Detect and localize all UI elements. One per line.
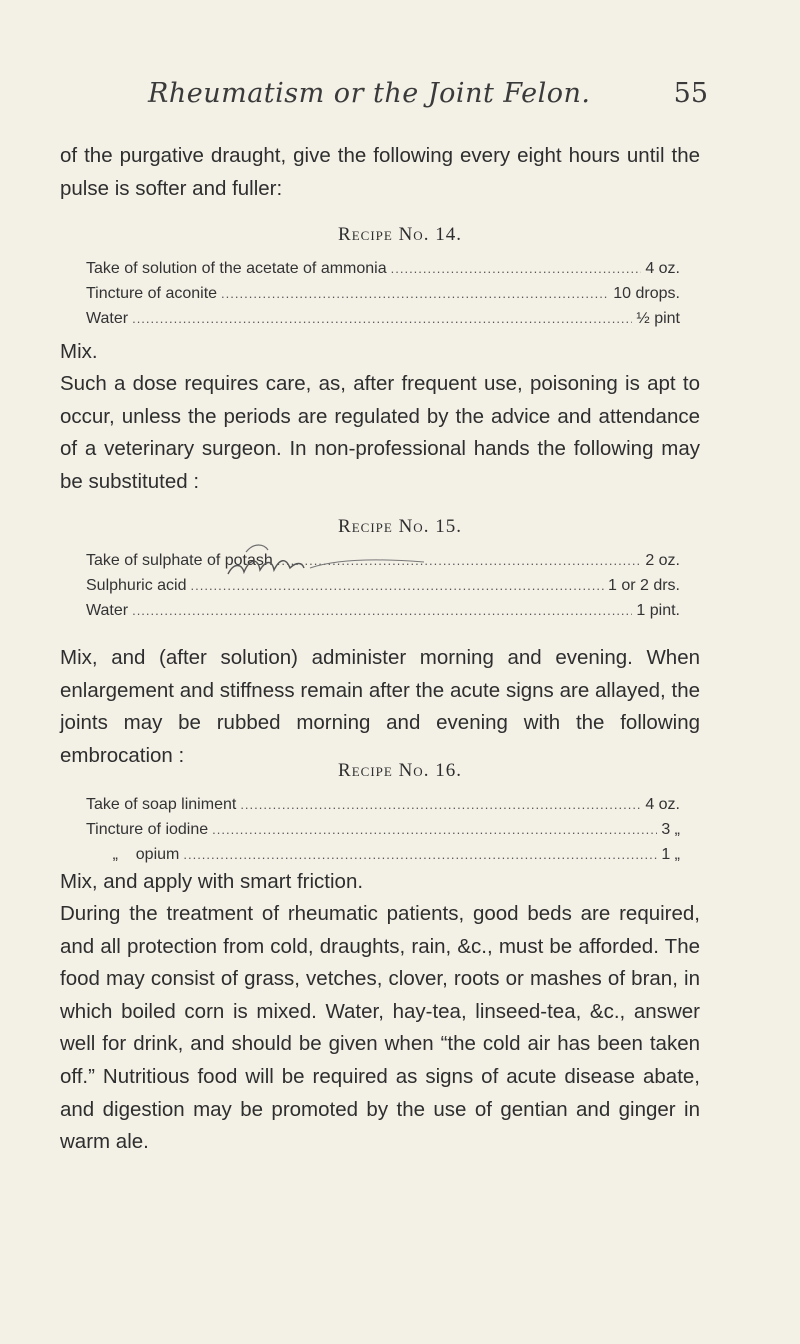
recipe-line [86,310,680,335]
quantity: 2 oz. [645,552,680,569]
quantity: 4 oz. [645,260,680,277]
ingredient: Take of sulphate of potash [86,552,273,569]
recipe-16-heading: Recipe No. 16. [338,760,462,781]
recipe-14-heading: Recipe No. 14. [338,224,462,245]
recipe-line [86,796,680,821]
recipe-14-list [86,260,680,335]
quantity: 1 or 2 drs. [607,577,680,594]
paragraph-administer: Mix, and (after solution) administer morning and evening. When enlargement and stiffness remain after the acute signs are allayed, the joints may be rubbed morning and evening with the following embrocation : [60,646,700,767]
paragraph-treatment: During the treatment of rheumatic patients, good beds are required, and all protection from cold, draughts, rain, &c., must be afforded. The food may consist of grass, vetches, clover, roots or mashes of bran, in which boiled corn is mixed. Water, hay-tea, linseed-tea, &c., answer well for drink, and should be given when “the cold air has been taken off.” Nutritious food will be required as signs of acute disease abate, and digestion may be promoted by the use of gentian and ginger in warm ale. [60,902,700,1154]
quantity: 10 drops. [613,285,680,302]
quantity: 3 „ [661,821,680,838]
quantity: 1 pint. [636,602,680,619]
paragraph-intro: of the purgative draught, give the following every eight hours until the pulse is softer and fuller: [60,144,700,200]
recipe-16-list [86,796,680,871]
recipe-15-heading: Recipe No. 15. [338,516,462,537]
ingredient: Water [86,310,129,327]
recipe-line [86,260,680,285]
paragraph-apply: Mix, and apply with smart friction. [60,870,364,893]
recipe-line [86,602,680,627]
recipe-line [86,577,680,602]
paragraph-caution: Such a dose requires care, as, after frequent use, poisoning is apt to occur, unless the periods are regulated by the advice and attendance of a veterinary surgeon. In non-professional hands the following may be substituted : [60,372,700,493]
ingredient: Tincture of iodine [86,821,209,838]
recipe-line [86,285,680,310]
handwritten-scribble [224,540,434,580]
page-header [148,78,708,124]
running-title: Rheumatism or the Joint Felon. [148,78,591,109]
ingredient: „ opium [86,846,180,863]
quantity: ½ pint [636,310,680,327]
ingredient: Tincture of aconite [86,285,218,302]
recipe-line [86,821,680,846]
quantity: 1 „ [661,846,680,863]
ingredient: Take of solution of the acetate of ammonia [86,260,387,277]
ingredient: Sulphuric acid [86,577,187,594]
page-number: 55 [673,78,708,109]
paragraph-mix-1: Mix. [60,340,98,363]
ingredient: Take of soap liniment [86,796,237,813]
quantity: 4 oz. [645,796,680,813]
ingredient: Water [86,602,129,619]
